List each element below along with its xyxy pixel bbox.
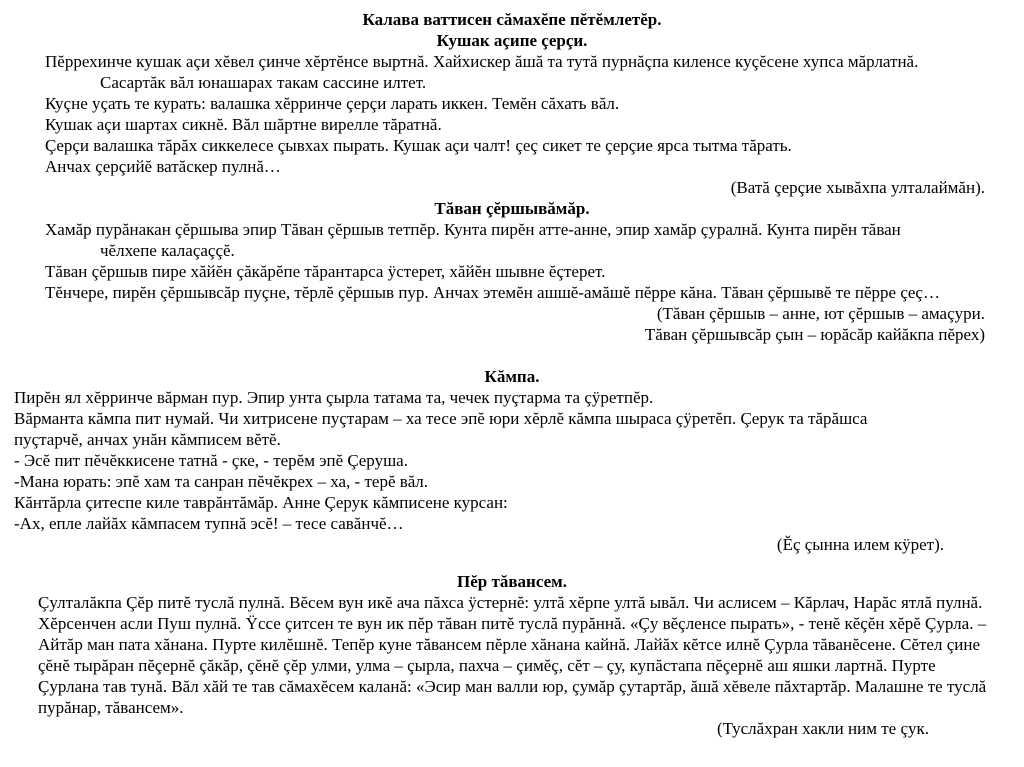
moral-line: (Ватă çерçие хывăхпа улталаймăн). <box>730 178 985 197</box>
story-line: Çерçи валашка тăрăх сиккелесе çывхах пырать. Кушак аçи чалт! çеç сикет те çерçие ярса тытма тăрать. <box>45 136 792 155</box>
section-4-heading: Пĕр тăвансем. <box>457 572 567 591</box>
story-line: Сасартăк вăл юнашарах такам сассине илтет. <box>100 73 427 92</box>
story-line: Кăнтăрла çитеспе киле таврăнтăмăр. Анне Çерук кăмписене курсан: <box>14 493 508 512</box>
story-line: Куçне уçать те курать: валашка хĕрринче çерçи ларать иккен. Темĕн сăхать вăл. <box>45 94 620 113</box>
section-2-heading: Тăван çĕршывăмăр. <box>434 199 590 218</box>
story-line: -Ах, епле лайăх кăмпасем тупнă эсĕ! – тесе савăнчĕ… <box>14 514 404 533</box>
story-line: Тăван çĕршыв пире хăйĕн çăкăрĕпе тăрантарса ÿстерет, хăйĕн шывне ĕçтерет. <box>45 262 606 281</box>
story-line: -Мана юрать: эпĕ хам та санран пĕчĕкрех – ха, - терĕ вăл. <box>14 472 429 491</box>
story-paragraph: Çулталăкпа Çĕр питĕ туслă пулнă. Вĕсем вун икĕ ача пăхса ÿстернĕ: ултă хĕрпе ултă ывăл. Чи аслисем – Кăрлач, Нарăс ятлă пулнă. Хĕрсенчен асли Пуш пулнă. Ÿссе çитсен те вун ик пĕр тăван питĕ туслă пурăннă. «Çу вĕçленсе пырать», - тенĕ кĕçĕн хĕрĕ Çурла. – Айтăр ман пата хăнана. Пурте килĕшнĕ. Тепĕр куне тăвансем пĕрле хăнана кайнă. Лайăх кĕтсе илнĕ Çурла тăванĕсене. Сĕтел çине çĕнĕ тырăран пĕçернĕ çăкăр, çĕнĕ çĕр улми, улма – çырла, пахча – çимĕç, сĕт – çу, купăстапа пĕçернĕ аш яшки лартнă. Пурте Çурлана тав тунă. Вăл хăй те тав сăмахĕсем каланă: «Эсир ман валли юр, çумăр çутартăр, ăшă хĕвеле пăхтартăр. Малашне те туслă пурăнар, тăвансем». <box>38 593 987 717</box>
story-line: чĕлхепе калаçаççĕ. <box>100 241 235 260</box>
section-1-heading: Кушак аçипе çерçи. <box>436 31 588 50</box>
story-line: Кушак аçи шартах сикнĕ. Вăл шăртне вирелле тăратнă. <box>45 115 442 134</box>
moral-line: (Ĕç çынна илем кÿрет). <box>776 535 944 554</box>
story-line: Пирĕн ял хĕрринче вăрман пур. Эпир унта çырла татама та, чечек пуçтарма та çÿретпĕр. <box>14 388 654 407</box>
story-line: Тĕнчере, пирĕн çĕршывсăр пуçне, тĕрлĕ çĕршыв пур. Анчах этемĕн ашшĕ-амăшĕ пĕрре кăна. Тăван çĕршывĕ те пĕрре çеç… <box>45 283 940 302</box>
section-3-heading: Кăмпа. <box>484 367 540 386</box>
moral-line: Тăван çĕршывсăр çын – юрăсăр кайăкпа пĕрех) <box>644 325 985 344</box>
story-line: Анчах çерçийĕ ватăскер пулнă… <box>45 157 281 176</box>
story-line: - Эсĕ пит пĕчĕккисене татнă - çке, - терĕм эпĕ Çеруша. <box>14 451 408 470</box>
moral-line: (Туслăхран хакли ним те çук. <box>716 719 929 738</box>
story-line: Хамăр пурăнакан çĕршыва эпир Тăван çĕршыв тетпĕр. Кунта пирĕн атте-анне, эпир хамăр çуралнă. Кунта пирĕн тăван <box>45 220 901 239</box>
story-line: Вăрманта кăмпа пит нумай. Чи хитрисене пуçтарам – ха тесе эпĕ юри хĕрлĕ кăмпа шыраса çÿретĕп. Çерук та тăрăшса <box>14 409 868 428</box>
story-line: пуçтарчĕ, анчах унăн кăмписем вĕтĕ. <box>14 430 281 449</box>
document-title: Калава ваттисен сăмахĕпе пĕтĕмлетĕр. <box>362 10 662 29</box>
story-line: Пĕррехинче кушак аçи хĕвел çинче хĕртĕнсе выртнă. Хайхискер ăшă та тутă пурнăçпа киленсе куçĕсене хупса мăрлатнă. <box>45 52 919 71</box>
moral-line: (Тăван çĕршыв – анне, ют çĕршыв – амаçури. <box>656 304 985 323</box>
